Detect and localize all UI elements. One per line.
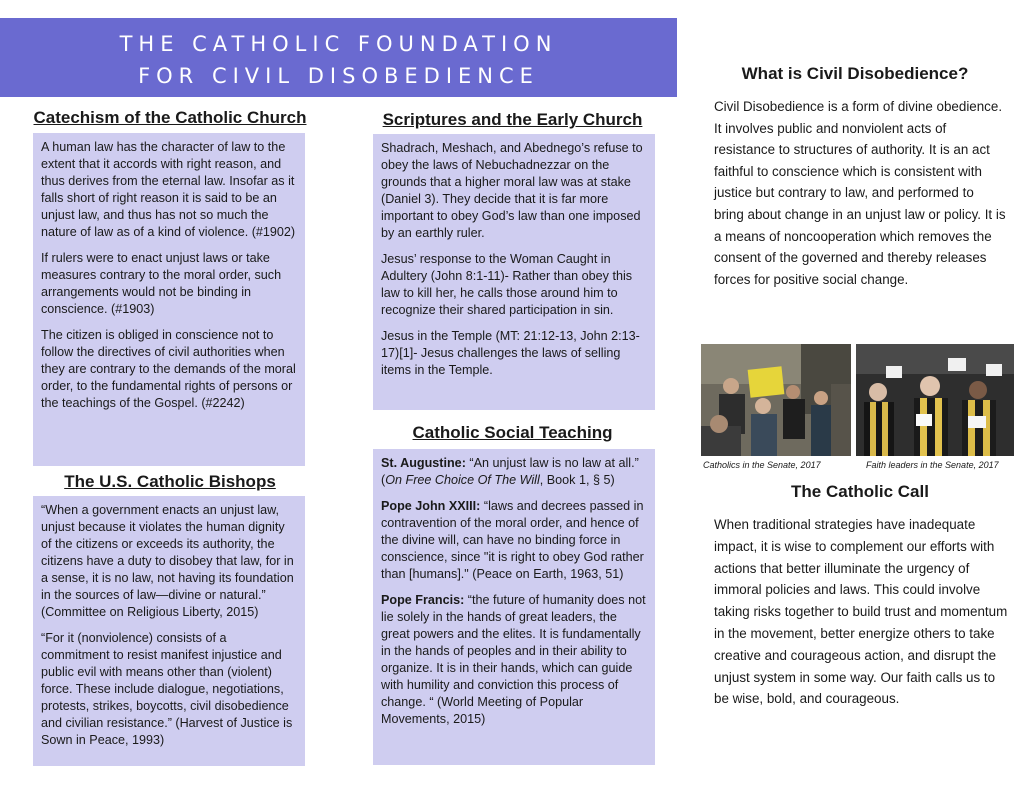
title-line-1: THE CATHOLIC FOUNDATION bbox=[119, 32, 558, 56]
john-xxiii-text: “laws and decrees passed in contravention of the moral order, and hence of the divine will, can have no binding force in conscience, since "it is right to obey God rather than [humans]." (Peace on Earth, 1963, 51) bbox=[381, 499, 644, 581]
francis-text: “the future of humanity does not lie solely in the hands of great leaders, the great powers and the elites. It is fundamentally in the hands of peoples and in their ability to organize. It is in their hands, which can guide with humility and conviction this process of change. “ (World Meeting of Popular Movements, 2015) bbox=[381, 593, 646, 726]
catholic-call-heading: The Catholic Call bbox=[791, 482, 929, 501]
social-teaching-heading: Catholic Social Teaching bbox=[412, 423, 613, 442]
catechism-paragraph: A human law has the character of law to the extent that it accords with right reason, and thus derives from the eternal law. Insofar as it falls short of right reason it is said to be an unjust law, and thus has not so much the nature of law as of a kind of violence. (#1902) bbox=[41, 140, 296, 239]
photo-caption-2: Faith leaders in the Senate, 2017 bbox=[866, 460, 999, 470]
scriptures-heading: Scriptures and the Early Church bbox=[382, 110, 643, 129]
catholic-call-text: When traditional strategies have inadequate impact, it is wise to complement our efforts with actions that better illuminate the urgency of immoral policies and laws. This could involve taking risks together to build trust and momentum in the movement, better energize others to take creative and courageous action, and disrupt the unjust system in some way. Our faith calls us to be wise, bold, and courageous. bbox=[714, 517, 1008, 707]
bishops-quote: “When a government enacts an unjust law, unjust because it violates the human dignity of the citizens or exceeds its authority, the citizens have a duty to disobey that law, for in a sense, it is no law, not having its foundation in the sources of law—divine or natural.” (Committee on Religious Liberty, 2015) bbox=[41, 503, 294, 619]
bishops-quote: “For it (nonviolence) consists of a commitment to resist manifest injustice and public evil with means other than (violent) force. These include dialogue, negotiations, protests, strikes, boycotts, civil disobedience and civilian resistance.” (Harvest of Justice is Sown in Peace, 1993) bbox=[41, 631, 293, 747]
scriptures-box bbox=[373, 134, 655, 410]
scriptures-paragraph: Jesus in the Temple (MT: 21:12-13, John 2:13-17)[1]- Jesus challenges the laws of selling items in the Temple. bbox=[381, 329, 640, 377]
title-line-2: FOR CIVIL DISOBEDIENCE bbox=[138, 64, 539, 88]
photo-catholics-senate-image bbox=[701, 344, 851, 456]
john-xxiii-quote bbox=[381, 498, 647, 583]
what-text: Civil Disobedience is a form of divine obedience. It involves public and nonviolent acts of resistance to structures of authority. It is an act faithful to conscience which is consistent with justice but contrary to law, and performed to bring about change in an unjust law or policy. It is a means of noncooperation which removes the consent of the governed and thereby releases forces for positive social change. bbox=[714, 99, 1006, 287]
catechism-heading: Catechism of the Catholic Church bbox=[33, 108, 307, 127]
augustine-source: On Free Choice Of The Will bbox=[385, 473, 540, 487]
scriptures-paragraph: Shadrach, Meshach, and Abednego’s refuse to obey the laws of Nebuchadnezzar on the grounds that a higher moral law was at stake (Daniel 3). They decide that it is far more important to obey God’s law than one imposed by an earthly ruler. bbox=[381, 141, 643, 240]
francis-name: Pope Francis: bbox=[381, 593, 465, 607]
what-heading: What is Civil Disobedience? bbox=[741, 64, 969, 83]
augustine-name: St. Augustine: bbox=[381, 456, 466, 470]
catechism-paragraph: If rulers were to enact unjust laws or take measures contrary to the moral order, such arrangements would not be binding in conscience. (#1903) bbox=[41, 251, 282, 316]
john-xxiii-name: Pope John XXIII: bbox=[381, 499, 481, 513]
photo-catholics-senate bbox=[701, 344, 851, 456]
title-banner bbox=[0, 18, 677, 97]
photo-faith-leaders-senate-image bbox=[856, 344, 1014, 456]
augustine-ref: , Book 1, § 5) bbox=[539, 473, 615, 487]
bishops-heading: The U.S. Catholic Bishops bbox=[64, 472, 276, 491]
francis-quote bbox=[381, 592, 647, 728]
catechism-box bbox=[33, 133, 305, 466]
scriptures-paragraph: Jesus’ response to the Woman Caught in Adultery (John 8:1-11)- Rather than obey this law to kill her, he calls those around him to recognize their shared participation in sin. bbox=[381, 252, 633, 317]
bishops-box bbox=[33, 496, 305, 766]
social-teaching-box bbox=[373, 449, 655, 765]
augustine-text: “An unjust law is no law at all.” ( bbox=[381, 456, 639, 487]
catechism-paragraph: The citizen is obliged in conscience not to follow the directives of civil authorities when they are contrary to the demands of the moral order, to the fundamental rights of persons or the teachings of the Gospel. (#2242) bbox=[41, 328, 296, 410]
augustine-quote bbox=[381, 455, 647, 489]
photo-caption-1: Catholics in the Senate, 2017 bbox=[703, 460, 821, 470]
photo-faith-leaders-senate bbox=[856, 344, 1014, 456]
